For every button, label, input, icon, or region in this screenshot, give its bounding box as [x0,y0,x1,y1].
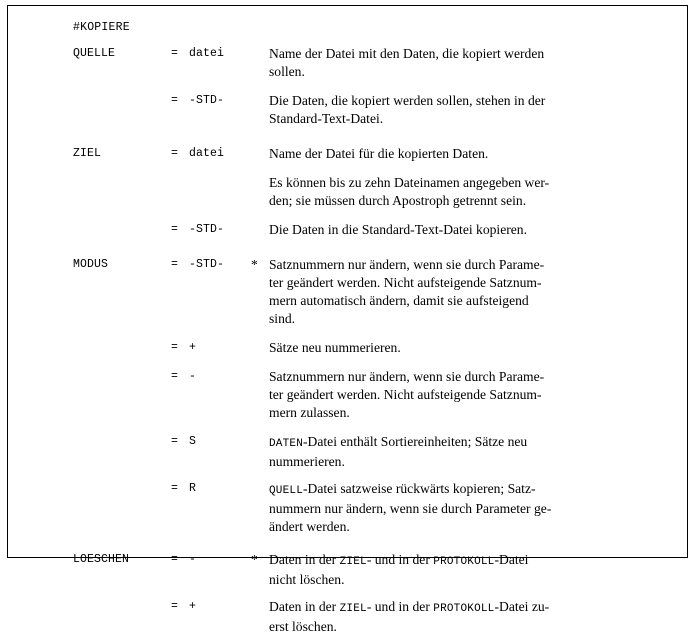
description-line: mern zulassen. [269,405,350,420]
equals-sign: = [171,370,178,383]
description-line: Name der Datei für die kopierten Daten. [269,146,489,161]
param-value: - [189,370,197,383]
param-name-quelle: QUELLE [73,47,116,60]
description-line: ter geändert werden. Nicht aufsteigende Satznum- [269,387,542,402]
description-line: ändert werden. [269,519,350,534]
description-line: DATEN-Datei enthält Sortiereinheiten; Sätze neu [269,434,528,450]
description-line: Es können bis zu zehn Dateinamen angegeben wer- [269,175,550,190]
code-term: QUELL [269,485,304,497]
description-line: sollen. [269,64,305,79]
description-line: Daten in der ZIEL- und in der PROTOKOLL-Datei zu- [269,599,550,615]
description-line: nicht löschen. [269,572,345,587]
param-description [269,433,591,471]
param-value: + [189,341,197,354]
param-description [269,551,591,589]
param-description [269,256,591,328]
param-description [269,45,591,81]
default-marker: * [251,552,258,567]
description-line: QUELL-Datei satzweise rückwärts kopieren; Satz- [269,481,536,497]
equals-sign: = [171,341,178,354]
description-line: Satznummern nur ändern, wenn sie durch Parame- [269,369,545,384]
equals-sign: = [171,258,178,271]
param-name-ziel: ZIEL [73,147,102,160]
code-term: PROTOKOLL [433,603,495,615]
param-value: datei [189,47,225,60]
description-line: den; sie müssen durch Apostroph getrennt sein. [269,193,527,208]
description-line: nummern nur ändern, wenn sie durch Parameter ge- [269,501,552,516]
equals-sign: = [171,435,178,448]
param-description [269,221,591,239]
param-value: - [189,553,197,566]
code-term: ZIEL [339,556,367,568]
description-line: sind. [269,311,296,326]
param-description [269,145,591,163]
description-line: ter geändert werden. Nicht aufsteigende Satznum- [269,275,542,290]
equals-sign: = [171,94,178,107]
param-name-loeschen: LOESCHEN [73,553,130,566]
code-term: PROTOKOLL [433,556,495,568]
param-value: -STD- [189,94,225,107]
param-value: + [189,600,197,613]
param-description [269,368,591,422]
param-description [269,174,591,210]
description-line: nummerieren. [269,454,345,469]
default-marker: * [251,257,258,272]
param-value: -STD- [189,223,225,236]
param-value: -STD- [189,258,225,271]
equals-sign: = [171,147,178,160]
description-line: Standard-Text-Datei. [269,111,384,126]
description-line: Die Daten in die Standard-Text-Datei kopieren. [269,222,527,237]
description-line: Sätze neu nummerieren. [269,340,401,355]
document-frame [7,5,688,634]
param-name-modus: MODUS [73,258,109,271]
param-description [269,92,591,128]
description-line: mern automatisch ändern, damit sie aufsteigend [269,293,529,308]
param-value: S [189,435,197,448]
param-description [269,598,591,636]
param-value: datei [189,147,225,160]
description-line: Daten in der ZIEL- und in der PROTOKOLL-Datei [269,552,529,568]
code-term: ZIEL [339,603,367,615]
equals-sign: = [171,47,178,60]
equals-sign: = [171,223,178,236]
description-line: Satznummern nur ändern, wenn sie durch Parame- [269,257,545,272]
equals-sign: = [171,482,178,495]
command-heading [73,17,130,35]
description-line: Name der Datei mit den Daten, die kopiert werden [269,46,545,61]
description-line: Die Daten, die kopiert werden sollen, stehen in der [269,93,546,108]
code-term: DATEN [269,438,304,450]
equals-sign: = [171,553,178,566]
command-heading-label: #KOPIERE [73,21,130,34]
param-value: R [189,482,197,495]
param-description [269,339,591,357]
param-description [269,480,591,536]
description-line: erst löschen. [269,619,337,634]
equals-sign: = [171,600,178,613]
